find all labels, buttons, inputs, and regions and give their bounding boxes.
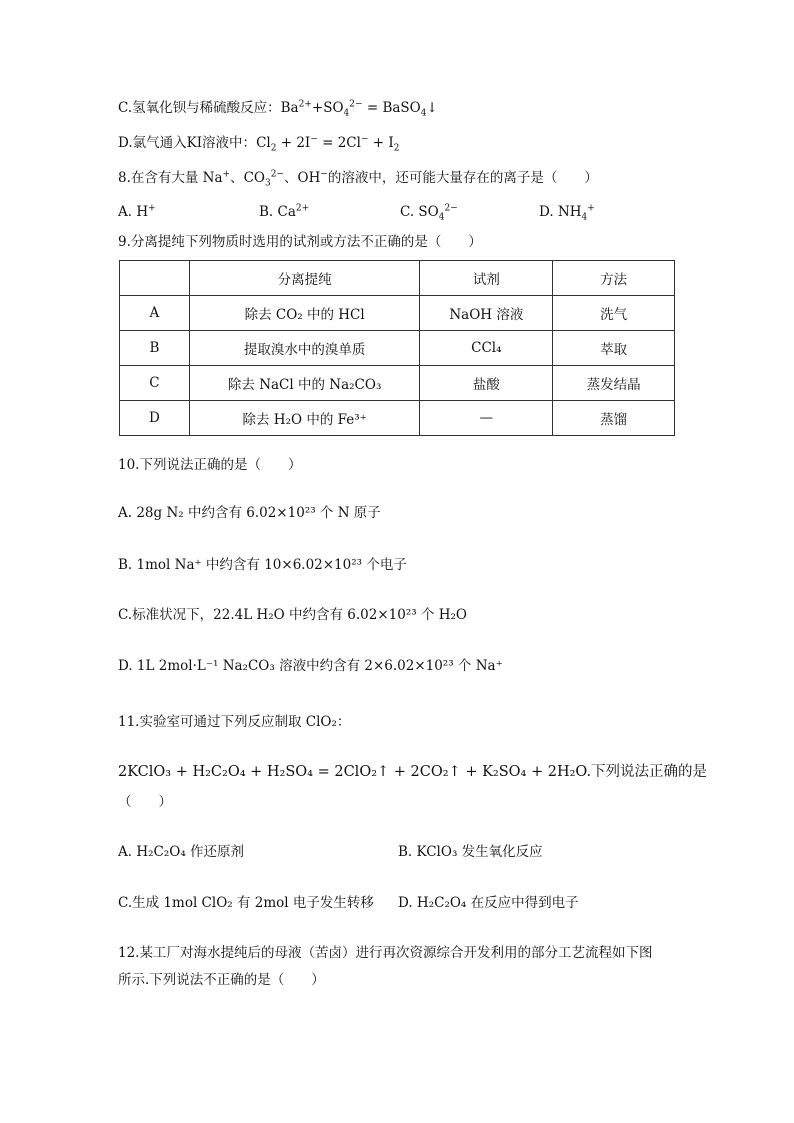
q8-stem: 8.在含有大量 Na+、$CO_3^{2-}$、OH−的溶液中，还可能大量存在的离子是（ ） (118, 169, 598, 189)
q12-stem-line1: 12.某工厂对海水提纯后的母液（苦卤）进行再次资源综合开发利用的部分工艺流程如下图 (118, 945, 653, 961)
q11-stem: 11.实验室可通过下列反应制取 ClO₂： (118, 714, 351, 730)
table-row (120, 296, 675, 331)
table-header (120, 261, 190, 296)
q7c-label: C.氢氧化钡与稀硫酸反应： (118, 100, 281, 116)
table-cell: 除去 H₂O 中的 Fe³⁺ (189, 401, 420, 436)
table-cell: 蒸发结晶 (553, 366, 675, 401)
table-cell: 除去 NaCl 中的 Na₂CO₃ (189, 366, 420, 401)
table-row (120, 401, 675, 436)
q10-option-c: C.标准状况下，22.4L H₂O 中约含有 6.02×10²³ 个 H₂O (118, 607, 467, 623)
table-row (120, 366, 675, 401)
table-cell: C (120, 366, 190, 401)
table-cell: 除去 CO₂ 中的 HCl (189, 296, 420, 331)
q8-option-a: A. H+ (118, 203, 156, 220)
table-header-row (120, 261, 675, 296)
q8-option-d: D. $NH_4^+$ (539, 203, 595, 223)
table-cell: A (120, 296, 190, 331)
table-cell: 盐酸 (420, 366, 553, 401)
q11-option-d: D. H₂C₂O₄ 在反应中得到电子 (398, 895, 579, 911)
q10-option-a: A. 28g N₂ 中约含有 6.02×10²³ 个 N 原子 (118, 505, 381, 521)
table-cell: — (420, 401, 553, 436)
table-cell: 蒸馏 (553, 401, 675, 436)
q11-option-b: B. KClO₃ 发生氧化反应 (398, 844, 543, 860)
table-cell: 洗气 (553, 296, 675, 331)
table-cell: NaOH 溶液 (420, 296, 553, 331)
q7d-equation: $Cl_2 + 2I^- = 2Cl^- + I_2$ (256, 134, 400, 154)
q11-option-a: A. H₂C₂O₄ 作还原剂 (118, 844, 245, 860)
q11-option-c: C.生成 1mol ClO₂ 有 2mol 电子发生转移 (118, 895, 374, 911)
table-cell: 提取溴水中的溴单质 (189, 331, 420, 366)
q8-option-c: C. $SO_4^{2-}$ (400, 203, 458, 223)
q11-equation: 2KClO₃ + H₂C₂O₄ + H₂SO₄ = 2ClO₂↑ + 2CO₂↑ + K₂SO₄ + 2H₂O.下列说法正确的是 (118, 764, 708, 780)
table-row (120, 331, 675, 366)
q10-option-d: D. 1L 2mol·L⁻¹ Na₂CO₃ 溶液中约含有 2×6.02×10²³ 个 Na⁺ (118, 658, 503, 674)
q7-option-c (118, 98, 438, 118)
q10-stem: 10.下列说法正确的是（ ） (118, 457, 302, 473)
table-cell: B (120, 331, 190, 366)
q10-option-b: B. 1mol Na⁺ 中约含有 10×6.02×10²³ 个电子 (118, 557, 407, 573)
q7d-label: D.氯气通入KI溶液中： (118, 135, 257, 151)
q7c-equation: $Ba^{2+}+SO_4^{2-}$ = BaSO$_4$↓ (280, 99, 438, 119)
q11-paren: （ ） (118, 794, 172, 810)
table-cell: CCl₄ (420, 331, 553, 366)
table-header: 试剂 (420, 261, 553, 296)
table-cell: D (120, 401, 190, 436)
table-cell: 萃取 (553, 331, 675, 366)
q7-option-d (118, 133, 399, 153)
separation-table (119, 260, 675, 436)
table-header: 方法 (553, 261, 675, 296)
q12-stem-line2: 所示.下列说法不正确的是（ ） (118, 972, 325, 988)
q8-option-b: B. $Ca^{2+}$ (259, 203, 310, 220)
q9-stem: 9.分离提纯下列物质时选用的试剂或方法不正确的是（ ） (118, 234, 482, 250)
table-header: 分离提纯 (189, 261, 420, 296)
